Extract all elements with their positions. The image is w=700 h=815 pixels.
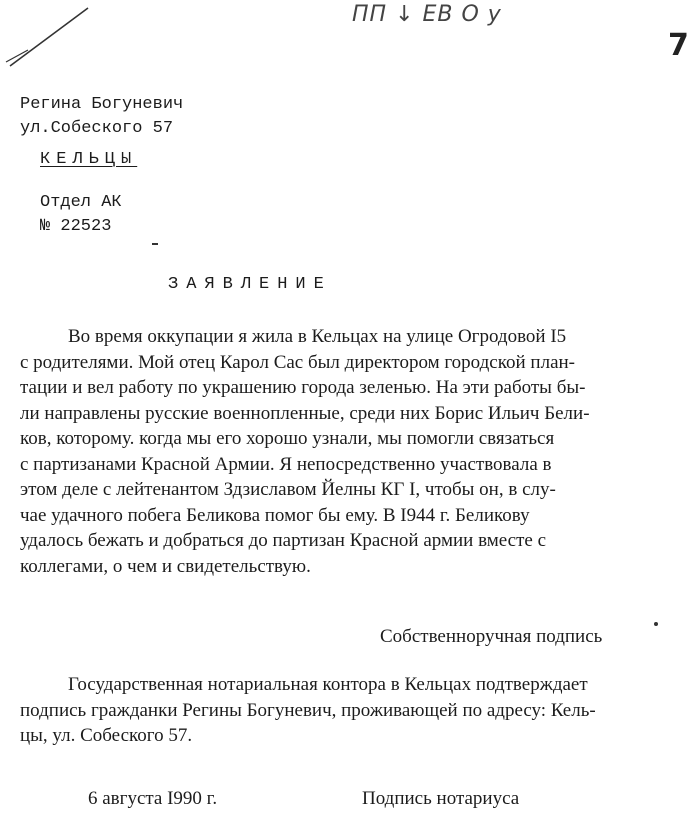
- statement-body: [20, 324, 680, 579]
- stray-mark: [152, 243, 158, 245]
- department-label: Отдел АК: [40, 193, 122, 212]
- sender-name: Регина Богуневич: [20, 95, 184, 114]
- stray-dot: [654, 622, 658, 626]
- statement-line: коллегами, о чем и свидетельствую.: [20, 555, 311, 577]
- notary-line: подпись гражданки Регины Богуневич, проживающей по адресу: Кель-: [20, 699, 596, 721]
- statement-line: Во время оккупации я жила в Кельцах на улице Огродовой I5: [68, 326, 567, 347]
- statement-line: этом деле с лейтенантом Здзиславом Йелны КГ I, чтобы он, в слу-: [20, 479, 556, 500]
- handwritten-annotation: ПП ↓ ЕВ О у: [352, 2, 502, 27]
- sender-city: КЕЛЬЦЫ: [40, 150, 138, 169]
- statement-line: тации и вел работу по украшению города зеленью. На эти работы бы-: [20, 377, 586, 398]
- notary-line: цы, ул. Собеского 57.: [20, 725, 193, 746]
- statement-line: ков, которому. когда мы его хорошо узнали, мы помогли связаться: [20, 428, 555, 449]
- statement-line: удалось бежать и добраться до партизан Красной армии вместе с: [20, 530, 546, 551]
- statement-line: с партизанами Красной Армии. Я непосредственно участвовала в: [20, 453, 552, 475]
- department-number: № 22523: [40, 217, 112, 236]
- own-signature-label: Собственноручная подпись: [380, 626, 603, 647]
- page-number: 7: [668, 28, 689, 63]
- statement-line: чае удачного побега Беликова помог бы ему. В I944 г. Беликову: [20, 504, 530, 526]
- statement-line: ли направлены русские военнопленные, среди них Борис Ильич Бели-: [20, 402, 590, 424]
- notary-signature-label: Подпись нотариуса: [362, 788, 520, 809]
- notary-line: Государственная нотариальная контора в Кельцах подтверждает: [68, 674, 588, 695]
- document-title: ЗАЯВЛЕНИЕ: [168, 275, 332, 294]
- pen-stroke-mark: [0, 0, 110, 80]
- statement-line: с родителями. Мой отец Карол Сас был директором городской план-: [20, 351, 575, 373]
- sender-address: ул.Собеского 57: [20, 119, 174, 138]
- notary-certification: [20, 672, 680, 749]
- document-date: 6 августа I990 г.: [88, 788, 218, 809]
